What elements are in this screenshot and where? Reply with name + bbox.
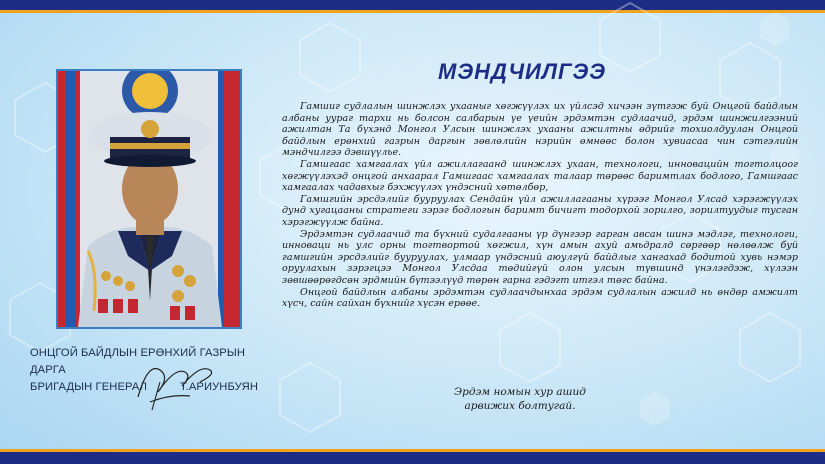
paragraph-4: Эрдэмтэн судлаачид та бүхний судалгааны үр дүнгээр гарган авсан шинэ мэдлэг, технологи, инноваци нь улс орны тогтвортой хөгжил, хүн амын ахуй амьдралд сөргөөр нөлөөлж буй гамшгийн эрсдэлийг бууруулах, улмаар үндэсний аюулгүй байдлыг хангахад бодитой хувь нэмэр оруулахын зэрэгцээ Монгол Улсдаа төдийгүй олон улсын түвшинд үнэлэгдэж, хүлээн зөвшөөрөгдсөн эрдмийн бүтээлүүд төрөн гарна гэдэгт итгэл төгс байна. (282, 228, 798, 286)
closing-wish (420, 385, 620, 413)
signatory-rank: БРИГАДЫН ГЕНЕРАЛ (30, 381, 148, 393)
officer-portrait-image (58, 71, 240, 327)
portrait-photo (56, 69, 242, 329)
paragraph-2: Гамшгаас хамгаалах үйл ажиллагаанд шинжлэх ухаан, технологи, инновацийн тогтолцоог хөгжүүлэхэд онцгой анхаарал Гамшгаас хамгаалах талаар төрөөс баримтлах бодлого, Гамшгаас хамгаалах чадавхыг бэхжүүлэх үндэсний хөтөлбөр, (282, 158, 798, 194)
closing-line-2: арвижих болтугай. (464, 400, 576, 412)
closing-line-1: Эрдэм номын хур ашид (454, 386, 586, 398)
handwritten-signature (130, 352, 220, 412)
signatory-name: Т.АРИУНБУЯН (179, 381, 258, 393)
bottom-border-bar (0, 452, 825, 464)
signatory-title: ОНЦГОЙ БАЙДЛЫН ЕРӨНХИЙ ГАЗРЫН ДАРГА (30, 347, 246, 376)
greeting-body (282, 101, 798, 310)
paragraph-3: Гамшгийн эрсдэлийг бууруулах Сендайн үйл ажиллагааны хүрээг Монгол Улсад хэрэгжүүлэх дунд хугацааны стратеги зэрэг бодлогын баримт бичигт тодорхой зорилго, зорилтуудыг тусган хэрэгжүүлж байна. (282, 193, 798, 228)
paragraph-5: Онцгой байдлын албаны эрдэмтэн судлаачдынхаа эрдэм судлалын ажилд нь өндөр амжилт хүсч, сайн сайхан бүхнийг хүсэн ерөөе. (282, 286, 798, 310)
page-title: МЭНДЧИЛГЭЭ (438, 59, 607, 84)
paragraph-1: Гамшиг судлалын шинжлэх ухааныг хөгжүүлэх их үйлсэд хичээн зүтгэж буй Онцгой байдлын албаны уураг тархи нь болсон салбарын үе үеийн эрдэмтэн судлаачид, эрдэм шинжилгээний ажилтан Та бүхэнд Монгол Улсын шинжлэх ухааны ажилтны өдрийг тохиолдуулан Онцгой байдлын ерөнхий газрын даргын зөвлөлийн нэрийн өмнөөс болон хувиасаа чин сэтгэлийн мэндчилгээ дэвшүүлье. (282, 101, 798, 159)
